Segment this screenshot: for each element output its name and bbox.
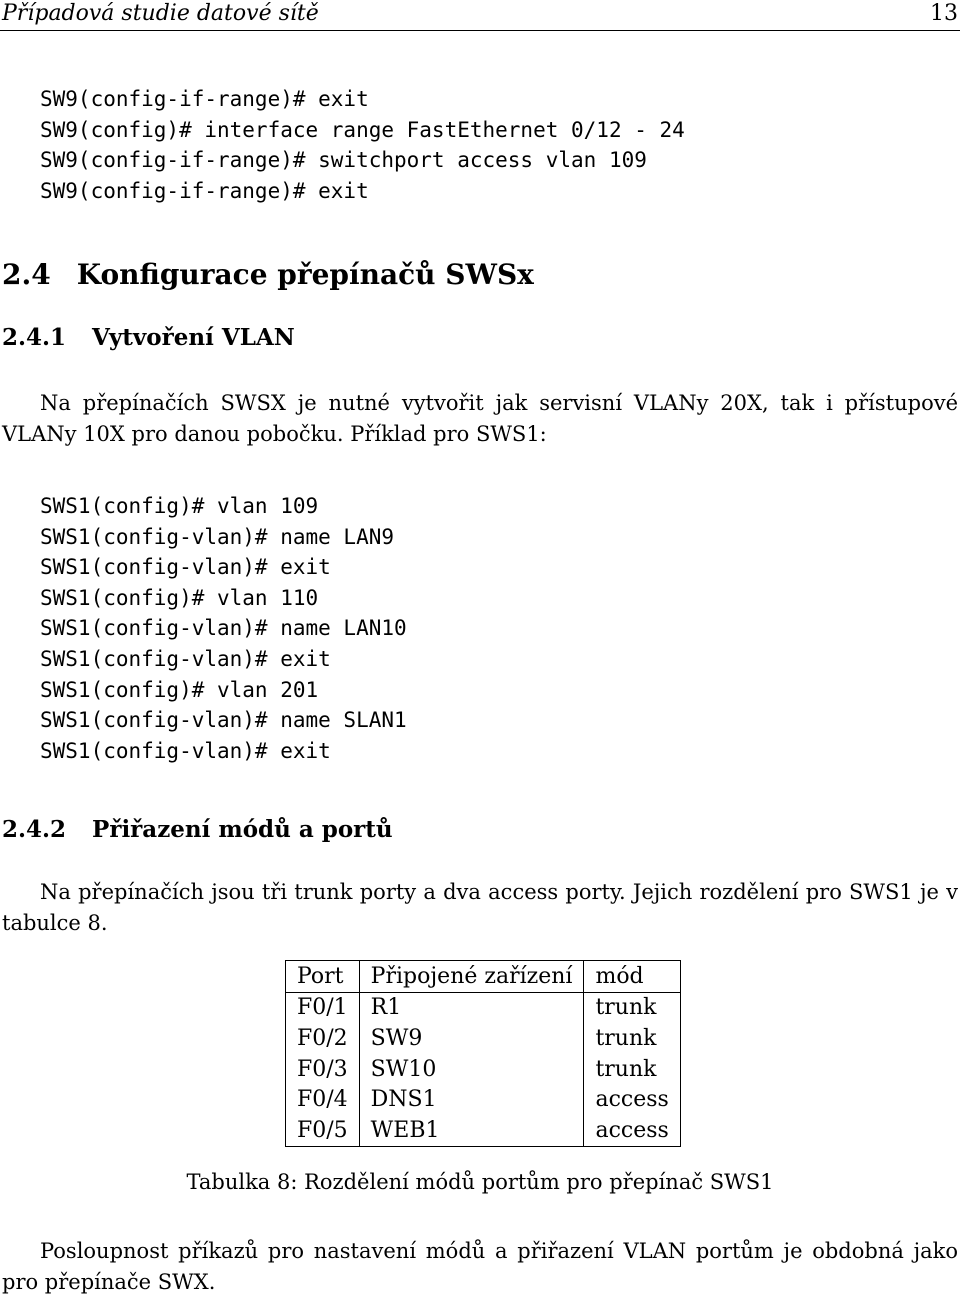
table-row xyxy=(286,1084,681,1115)
table-cell: access xyxy=(584,1084,680,1115)
section-title: Konfigurace přepínačů SWSx xyxy=(76,258,534,291)
code-line: SWS1(config)# vlan 110 xyxy=(40,585,319,610)
table-cell: SW10 xyxy=(359,1054,584,1085)
table-cell: trunk xyxy=(584,1054,680,1085)
subsection-heading-modes xyxy=(2,816,393,843)
code-line: SW9(config-if-range)# exit xyxy=(40,178,369,203)
table-cell: F0/4 xyxy=(297,1087,348,1113)
table-header-cell: Port xyxy=(286,961,360,993)
table-header-cell: Připojené zařízení xyxy=(359,961,584,993)
code-line: SWS1(config-vlan)# exit xyxy=(40,646,331,671)
table-cell: F0/1 xyxy=(297,995,348,1021)
table-header-cell: mód xyxy=(584,961,680,993)
code-line: SWS1(config-vlan)# name LAN10 xyxy=(40,616,407,641)
code-line: SWS1(config-vlan)# name LAN9 xyxy=(40,524,395,549)
table-row xyxy=(286,992,681,1023)
code-block-sw9 xyxy=(40,84,685,206)
table-row xyxy=(286,1054,681,1085)
code-line: SWS1(config-vlan)# exit xyxy=(40,555,331,580)
subsection-title: Vytvoření VLAN xyxy=(92,324,295,351)
subsection-number: 2.4.2 xyxy=(2,816,67,843)
paragraph-closing: Posloupnost příkazů pro nastavení módů a přiřazení VLAN portům je obdobná jako pro přepínače SWX. xyxy=(2,1239,958,1294)
table-cell: SW9 xyxy=(359,1023,584,1054)
paragraph-ports-intro: Na přepínačích jsou tři trunk porty a dva access porty. Jejich rozdělení pro SWS1 je v tabulce 8. xyxy=(2,880,958,935)
code-line: SW9(config-if-range)# exit xyxy=(40,87,369,111)
table-row xyxy=(286,1115,681,1146)
table-cell: F0/2 xyxy=(297,1025,348,1051)
subsection-number: 2.4.1 xyxy=(2,324,67,351)
code-line: SW9(config)# interface range FastEthernet 0/12 - 24 xyxy=(40,117,685,142)
running-title: Případová studie datové sítě xyxy=(2,1,319,26)
code-line: SWS1(config-vlan)# name SLAN1 xyxy=(40,708,407,733)
code-line: SW9(config-if-range)# switchport access vlan 109 xyxy=(40,148,647,173)
paragraph-vlan-intro: Na přepínačích SWSX je nutné vytvořit jak servisní VLANy 20X, tak i přístupové VLANy 10X pro danou pobočku. Příklad pro SWS1: xyxy=(2,391,958,446)
code-line: SWS1(config)# vlan 109 xyxy=(40,494,319,518)
ports-table xyxy=(285,960,681,1147)
section-heading xyxy=(2,258,534,291)
table-caption: Tabulka 8: Rozdělení módů portům pro přepínač SWS1 xyxy=(186,1170,774,1194)
table-cell: R1 xyxy=(359,992,584,1023)
subsection-title: Přiřazení módů a portů xyxy=(92,816,393,843)
table-cell: trunk xyxy=(584,992,680,1023)
table-row xyxy=(286,1023,681,1054)
code-line: SWS1(config)# vlan 201 xyxy=(40,677,319,702)
subsection-heading-vlan xyxy=(2,324,295,351)
table-cell: F0/3 xyxy=(297,1056,348,1082)
table-cell: DNS1 xyxy=(359,1084,584,1115)
page-header xyxy=(0,0,960,31)
table-cell: trunk xyxy=(584,1023,680,1054)
code-block-sws1 xyxy=(40,491,407,766)
table-cell: access xyxy=(584,1115,680,1146)
section-number: 2.4 xyxy=(2,258,51,291)
table-cell: F0/5 xyxy=(297,1117,348,1143)
table-cell: WEB1 xyxy=(359,1115,584,1146)
table-header-row xyxy=(286,961,681,993)
page-number: 13 xyxy=(930,1,958,26)
code-line: SWS1(config-vlan)# exit xyxy=(40,738,331,763)
